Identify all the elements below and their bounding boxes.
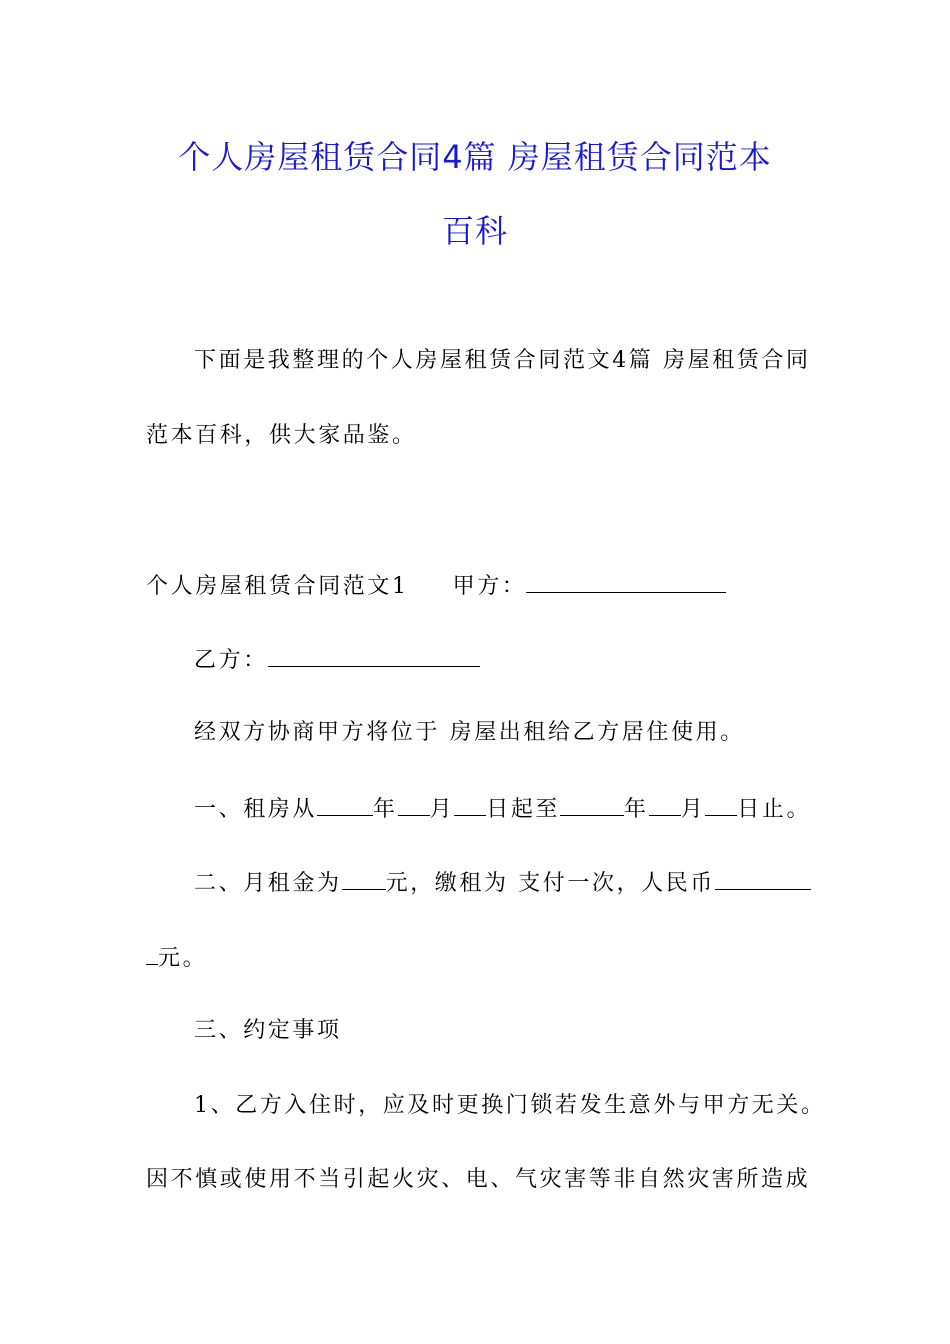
- clause-2-row: [194, 867, 811, 899]
- clause-1-year-1: 年: [373, 797, 398, 822]
- clause-2-middle: 元，缴租为 支付一次，人民币: [385, 871, 716, 896]
- clause-1-year-2: 年: [624, 797, 649, 822]
- clause-2-blank-rent: [342, 867, 386, 890]
- intro-paragraph-line-1: 下面是我整理的个人房屋租赁合同范文4篇 房屋租赁合同: [194, 348, 811, 373]
- item-1-line-2: 因不慎或使用不当引起火灾、电、气灾害等非自然灾害所造成: [146, 1167, 811, 1192]
- clause-2-prefix: 二、月租金为: [194, 871, 342, 896]
- clause-2-blank-amount-cont: [146, 942, 158, 965]
- clause-1-blank-year-2: [560, 793, 624, 816]
- document-title-line-1: 个人房屋租赁合同4篇 房屋租赁合同范本: [178, 138, 772, 176]
- item-1-line-1: 1、乙方入住时，应及时更换门锁若发生意外与甲方无关。: [194, 1093, 826, 1118]
- clause-2-continuation: [146, 942, 207, 974]
- clause-1-day-from: 日起至: [486, 797, 561, 822]
- intro-paragraph-line-2: 范本百科，供大家品鉴。: [146, 423, 417, 448]
- party-a-blank: [526, 570, 726, 593]
- clause-1-blank-month-2: [649, 793, 681, 816]
- clause-1-row: [194, 793, 811, 825]
- clause-1-blank-day-2: [705, 793, 737, 816]
- clause-1-blank-day-1: [454, 793, 486, 816]
- clause-1-month-1: 月: [429, 797, 455, 822]
- clause-1-prefix: 一、租房从: [194, 797, 318, 822]
- party-b-label: 乙方：: [194, 648, 268, 673]
- clause-1-day-to: 日止。: [737, 797, 812, 822]
- clause-2-blank-amount: [715, 867, 811, 890]
- party-b-blank: [268, 644, 480, 667]
- party-a-label: 甲方：: [452, 574, 527, 599]
- clause-1-blank-year-1: [317, 793, 373, 816]
- party-b-row: [194, 644, 480, 676]
- clause-3-heading: 三、约定事项: [194, 1018, 342, 1043]
- section-heading: 个人房屋租赁合同范文1: [146, 574, 409, 599]
- section-heading-row: [146, 570, 726, 602]
- clause-1-blank-month-1: [398, 793, 430, 816]
- clause-1-month-2: 月: [680, 797, 706, 822]
- clause-2-end: 元。: [158, 946, 208, 971]
- agreement-line: 经双方协商甲方将位于 房屋出租给乙方居住使用。: [194, 720, 745, 745]
- document-title-line-2: 百科: [441, 212, 508, 250]
